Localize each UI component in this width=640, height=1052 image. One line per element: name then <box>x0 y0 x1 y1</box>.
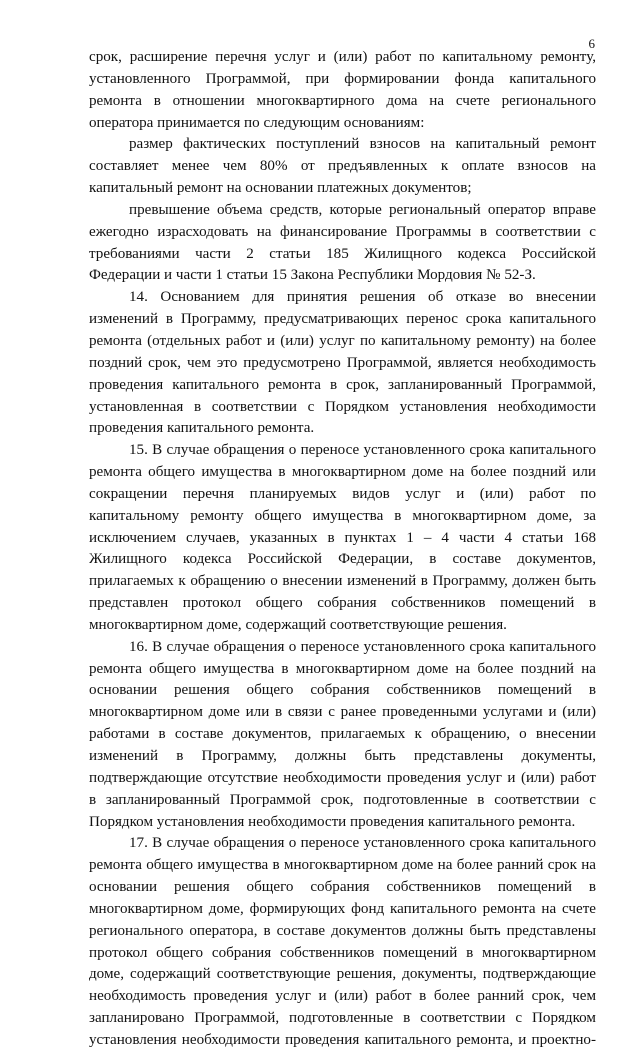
page-number: 6 <box>588 36 595 51</box>
document-body <box>89 47 596 1052</box>
text-line: Порядком установления необходимости проведения капитального ремонта. <box>89 813 576 830</box>
text-line: многоквартирном доме, содержащий соответствующие решения. <box>89 616 507 633</box>
text-line: срок, расширение перечня услуг и (или) работ по капитальному ремонту, <box>89 49 596 65</box>
text-line: основании решения общего собрания собственников помещений в <box>89 682 596 699</box>
text-line: Федерации и части 1 статьи 15 Закона Республики Мордовия № 52-З. <box>89 267 536 284</box>
text-line: сокращении перечня планируемых видов услуг и (или) работ по <box>89 485 596 502</box>
text-line: доме, содержащий соответствующие решения, документы, подтверждающие <box>89 966 596 983</box>
text-line: ежегодно израсходовать на финансирование Программы в соответствии с <box>89 223 596 240</box>
text-line: изменений в Программу, предусматривающих перенос срока капитального <box>89 311 596 328</box>
text-line: ремонта общего имущества в многоквартирном доме на более поздний на <box>89 660 596 677</box>
text-line: поздний срок, чем это предусмотрено Программой, является необходимость <box>89 354 596 371</box>
text-line: работами в составе документов, прилагаемых к обращению, о внесении <box>89 726 596 743</box>
text-line: превышение объема средств, которые региональный оператор вправе <box>129 201 596 218</box>
text-line: протокол общего собрания собственников помещений в многоквартирном <box>89 944 596 961</box>
text-line: составляет менее чем 80% от предъявленных к оплате взносов на <box>89 158 596 175</box>
text-line: проведения капитального ремонта в срок, запланированный Программой, <box>89 376 596 393</box>
text-line: основании решения общего собрания собственников помещений в <box>89 879 596 896</box>
text-line: 15. В случае обращения о переносе установленного срока капитального <box>129 442 596 459</box>
text-line: размер фактических поступлений взносов на капитальный ремонт <box>129 136 596 153</box>
text-line: требованиями части 2 статьи 185 Жилищного кодекса Российской <box>89 245 596 262</box>
text-line: подтверждающие отсутствие необходимости проведения услуг и (или) работ <box>89 769 596 786</box>
text-line: оператора принимается по следующим основаниям: <box>89 114 425 131</box>
text-line: представлен протокол общего собрания собственников помещений в <box>89 595 596 612</box>
text-line: ремонта общего имущества в многоквартирном доме на более поздний или <box>89 464 596 481</box>
text-line: проведения капитального ремонта. <box>89 420 315 437</box>
text-line: многоквартирном доме или в связи с ранее проведенными услугами и (или) <box>89 704 596 721</box>
text-line: регионального оператора, в составе документов должны быть представлены <box>89 922 596 939</box>
text-line: установленная в соответствии с Порядком установления необходимости <box>89 398 596 415</box>
text-line: установления необходимости проведения капитального ремонта, и проектно- <box>89 1031 596 1048</box>
text-line: ремонта в отношении многоквартирного дома на счете регионального <box>89 92 596 109</box>
text-line: установленного Программой, при формировании фонда капитального <box>89 70 596 87</box>
text-line: ремонта (отдельных работ и (или) услуг по капитальному ремонту) на более <box>89 332 596 349</box>
text-line: Жилищного кодекса Российской Федерации, в составе документов, <box>89 551 596 568</box>
text-line: 16. В случае обращения о переносе установленного срока капитального <box>129 638 596 655</box>
text-line: многоквартирном доме, формирующих фонд капитального ремонта на счете <box>89 900 596 917</box>
text-line: необходимость проведения услуг и (или) работ в более ранний срок, чем <box>89 988 596 1005</box>
text-line: 17. В случае обращения о переносе установленного срока капитального <box>129 835 596 852</box>
text-line: ремонта общего имущества в многоквартирном доме на более ранний срок на <box>89 857 596 874</box>
text-line: капитальный ремонт на основании платежных документов; <box>89 180 472 197</box>
text-line: 14. Основанием для принятия решения об отказе во внесении <box>129 289 596 306</box>
text-line: изменений в Программу, должны быть представлены документы, <box>89 748 596 764</box>
text-line: запланировано Программой, подготовленные в соответствии с Порядком <box>89 1010 596 1027</box>
text-line: в запланированный Программой срок, подготовленные в соответствии с <box>89 791 596 808</box>
text-line: исключением случаев, указанных в пунктах 1 – 4 части 4 статьи 168 <box>89 529 596 546</box>
text-line: капитальному ремонту общего имущества в многоквартирном доме, за <box>89 507 596 524</box>
text-line: прилагаемых к обращению о внесении изменений в Программу, должен быть <box>89 573 596 590</box>
